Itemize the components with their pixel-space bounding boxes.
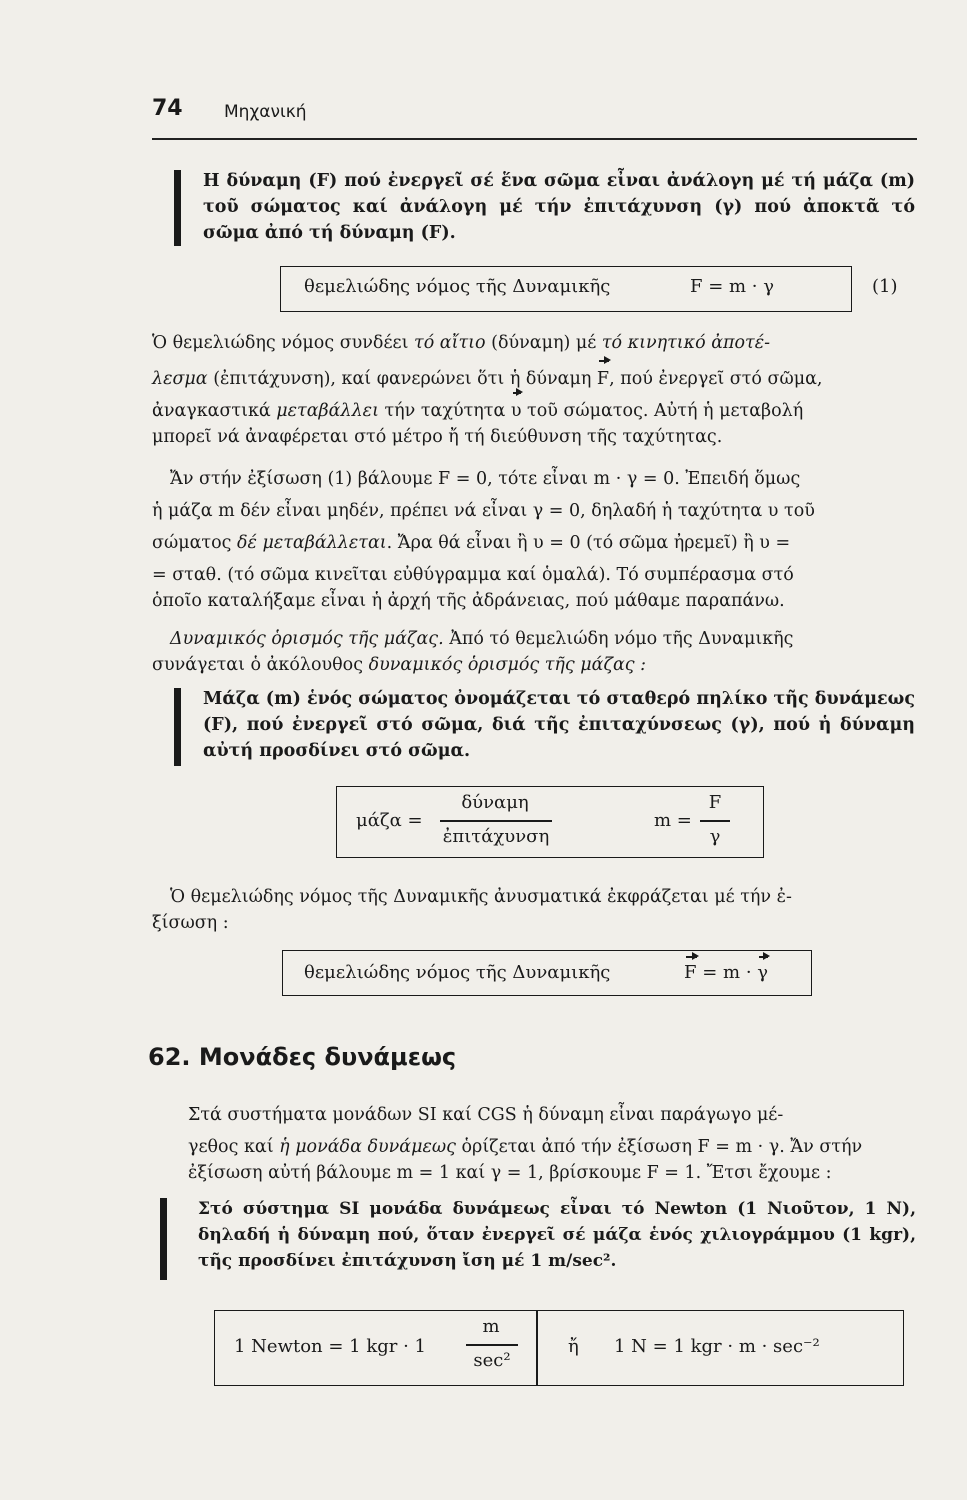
fraction-bar xyxy=(700,820,730,822)
law-label: θεμελιώδης νόμος τῆς Δυναμικῆς xyxy=(304,276,611,297)
page-header xyxy=(152,96,912,130)
fraction-numerator: m xyxy=(482,1316,500,1337)
text: ἀναγκαστικά xyxy=(152,401,277,421)
text: τήν ταχύτητα xyxy=(378,401,511,421)
mass-lhs: μάζα = xyxy=(356,810,423,831)
mass-lhs-symbolic: m = xyxy=(654,810,692,831)
text: σώματος xyxy=(152,533,237,553)
paragraph-cause-effect xyxy=(152,330,917,450)
page-number: 74 xyxy=(152,96,183,121)
running-title: Μηχανική xyxy=(224,102,307,122)
text: (ἐπιτάχυνση), καί φανερώνει ὅτι ἡ δύναμη xyxy=(207,369,597,389)
section-title: Μονάδες δυνάμεως xyxy=(198,1043,457,1071)
emphasis-bar xyxy=(174,170,181,246)
text: ὁρίζεται ἀπό τήν ἐξίσωση F = m · γ. Ἄν στήν xyxy=(455,1137,863,1157)
acceleration-vector: γ xyxy=(757,962,769,983)
text: ἡ μάζα m δέν εἶναι μηδέν, πρέπει νά εἶναι γ = 0, δηλαδή ἡ ταχύτητα υ τοῦ xyxy=(152,501,815,521)
force-vector: F xyxy=(684,962,697,983)
paragraph-mass-definition-intro xyxy=(152,626,917,678)
fraction-bar xyxy=(440,820,552,822)
fraction-denominator: γ xyxy=(709,826,721,847)
emphasis-bar xyxy=(174,688,181,766)
text: (δύναμη) μέ xyxy=(485,333,602,353)
newton-right: 1 N = 1 kgr · m · sec⁻² xyxy=(614,1336,820,1357)
force-vector: F xyxy=(597,366,609,392)
header-rule xyxy=(152,138,917,140)
force-definition: Η δύναμη (F) πού ἐνεργεῖ σέ ἕνα σῶμα εἶναι ἀνάλογη μέ τή μάζα (m) τοῦ σώματος καί ἀνάλογη μέ τήν ἐπιτάχυνση (γ) πού ἀποκτᾶ τό σῶμα ἀπό τή δύναμη (F). xyxy=(203,171,915,243)
text: λεσμα xyxy=(152,369,208,389)
section-number: 62. xyxy=(148,1043,191,1071)
fraction-denominator: ἐπιτάχυνση xyxy=(442,826,550,847)
fraction-denominator: sec² xyxy=(473,1350,511,1371)
paragraph-vector-form xyxy=(152,884,917,936)
vector-law-label: θεμελιώδης νόμος τῆς Δυναμικῆς xyxy=(304,962,611,983)
equation-number: (1) xyxy=(872,276,898,297)
law-formula: F = m · γ xyxy=(690,276,775,297)
text: = σταθ. (τό σῶμα κινεῖται εὐθύγραμμα καί ὁμαλά). Τό συμπέρασμα στό xyxy=(152,565,794,585)
text: γεθος καί xyxy=(188,1137,280,1157)
vector-law-formula xyxy=(684,962,768,983)
paragraph-force-units xyxy=(188,1102,917,1186)
fraction-bar xyxy=(466,1344,518,1346)
text: ὁποῖο καταλήξαμε εἶναι ἡ ἀρχή τῆς ἀδράνειας, πού μάθαμε παραπάνω. xyxy=(152,591,785,611)
text: Ὁ θεμελιώδης νόμος συνδέει xyxy=(152,333,415,353)
velocity-vector: υ xyxy=(511,398,522,424)
text: = m · xyxy=(696,962,758,983)
text: δυναμικός ὁρισμός τῆς μάζας : xyxy=(368,655,647,675)
text: ξίσωση : xyxy=(152,913,229,933)
paragraph-inertia xyxy=(152,466,917,614)
text: μπορεῖ νά ἀναφέρεται στό μέτρο ἤ τή διεύθυνση τῆς ταχύτητας. xyxy=(152,427,723,447)
text: ἐξίσωση αὐτή βάλουμε m = 1 καί γ = 1, βρίσκουμε F = 1. Ἔτσι ἔχουμε : xyxy=(188,1163,832,1183)
text: Δυναμικός ὁρισμός τῆς μάζας. xyxy=(170,629,444,649)
text: Ὁ θεμελιώδης νόμος τῆς Δυναμικῆς ἀνυσματικά ἐκφράζεται μέ τήν ἐ- xyxy=(170,887,792,907)
section-heading xyxy=(148,1043,456,1071)
text: τοῦ σώματος. Αὐτή ἡ μεταβολή xyxy=(521,401,804,421)
mass-definition: Μάζα (m) ἑνός σώματος ὀνομάζεται τό σταθερό πηλίκο τῆς δυνάμεως (F), πού ἐνεργεῖ στό σῶμα, διά τῆς ἐπιταχύνσεως (γ), πού ἡ δύναμη αὐτή προσδίνει στό σῶμα. xyxy=(203,689,915,761)
text: , πού ἐνεργεῖ στό σῶμα, xyxy=(609,369,823,389)
text: Ἄν στήν ἐξίσωση (1) βάλουμε F = 0, τότε εἶναι m · γ = 0. Ἐπειδή ὅμως xyxy=(170,469,801,489)
text: τό κινητικό ἀποτέ- xyxy=(601,333,771,353)
text: τό αἴτιο xyxy=(414,333,486,353)
emphasis-bar xyxy=(160,1198,167,1280)
fraction-numerator: F xyxy=(708,792,722,813)
newton-or: ἤ xyxy=(568,1336,579,1357)
formula-separator xyxy=(536,1310,538,1386)
text: Ἀπό τό θεμελιώδη νόμο τῆς Δυναμικῆς xyxy=(443,629,794,649)
text: Στά συστήματα μονάδων SI καί CGS ἡ δύναμη εἶναι παράγωγο μέ- xyxy=(188,1105,784,1125)
text: ἡ μονάδα δυνάμεως xyxy=(279,1137,456,1157)
text: δέ μεταβάλλεται xyxy=(237,533,387,553)
fraction-numerator: δύναμη xyxy=(461,792,529,813)
text: συνάγεται ὁ ἀκόλουθος xyxy=(152,655,369,675)
newton-definition: Στό σύστημα SI μονάδα δυνάμεως εἶναι τό Newton (1 Νιοῦτον, 1 N), δηλαδή ἡ δύναμη πού, ὅταν ἐνεργεῖ σέ μάζα ἑνός χιλιογράμμου (1 kgr), τῆς προσδίνει ἐπιτάχυνση ἴση μέ 1 m/sec². xyxy=(198,1199,916,1271)
text: μεταβάλλει xyxy=(276,401,379,421)
newton-left: 1 Newton = 1 kgr · 1 xyxy=(234,1336,426,1357)
text: . Ἄρα θά εἶναι ἢ υ = 0 (τό σῶμα ἠρεμεῖ) ἢ υ = xyxy=(386,533,791,553)
